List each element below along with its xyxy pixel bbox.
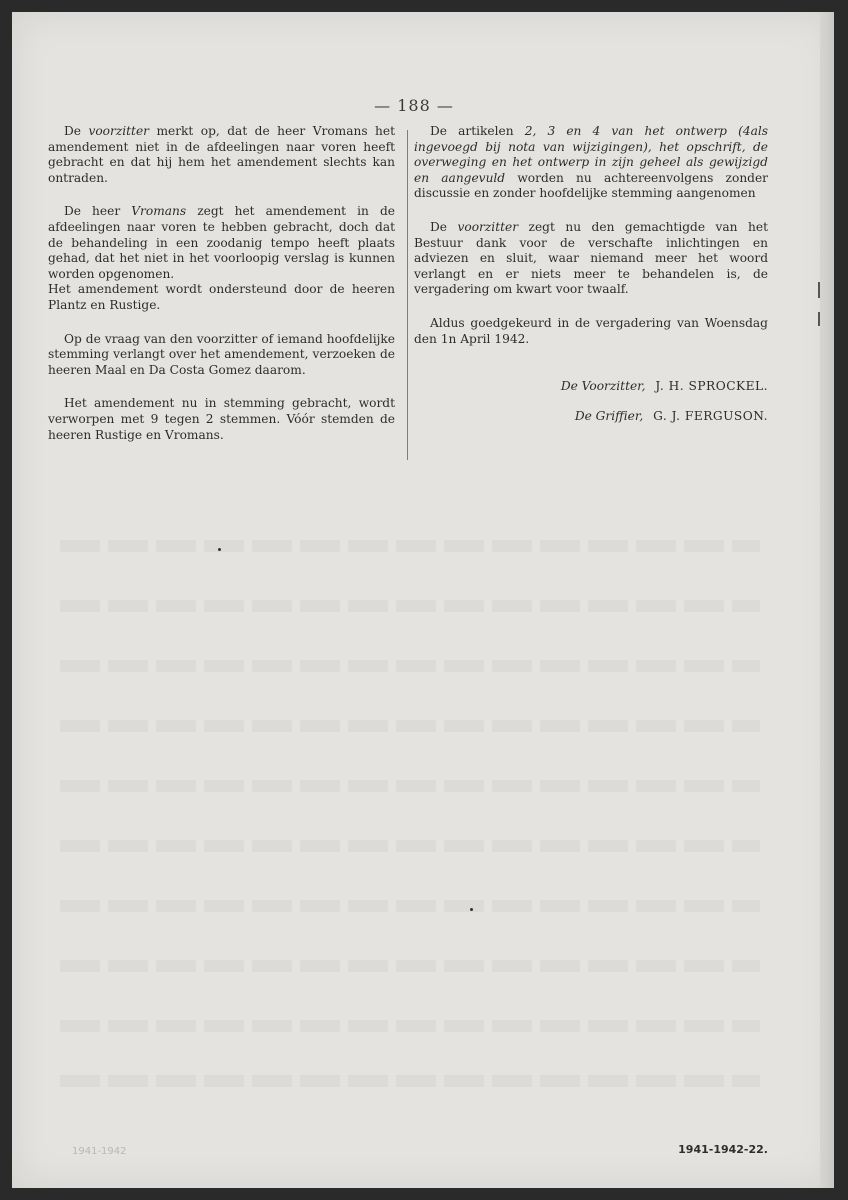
left-column (48, 124, 395, 461)
page-edge (820, 12, 834, 1188)
right-column (414, 124, 768, 434)
column-divider (407, 130, 408, 460)
paragraph: Het amendement nu in stemming gebracht, wordt verworpen met 9 tegen 2 stemmen. Vóór stemden de heeren Rustige en Vromans. (48, 396, 395, 442)
page-number: — 188 — (374, 96, 454, 115)
paragraph: Op de vraag van den voorzitter of iemand hoofdelijke stemming verlangt over het amendement, verzoeken de heeren Maal en Da Costa Gomez daarom. (48, 331, 395, 377)
paragraph: De voorzitter zegt nu den gemachtigde van het Bestuur dank voor de verschafte inlichtingen en adviezen en sluit, waar niemand meer het woord verlangt en er niets meer te behandelen is, de vergadering om kwart voor twaalf. (414, 219, 768, 297)
bleed-through-line (60, 600, 760, 612)
signature-clerk: De Griffier, G. J. FERGUSON. (574, 408, 768, 423)
footer-ghost-text: 1941-1942 (72, 1146, 127, 1157)
bleed-through-line (60, 840, 760, 852)
speck (470, 908, 473, 911)
paragraph: De heer Vromans zegt het amendement in de afdeelingen naar voren te hebben gebracht, doch dat de behandeling in een zoodanig tempo heeft plaats gehad, dat het niet in het voorloopig verslag is kunnen worden opgenomen. (48, 204, 395, 281)
paragraph: Aldus goedgekeurd in de vergadering van Woensdag den 1n April 1942. (414, 315, 768, 346)
bleed-through-line (60, 1020, 760, 1032)
bleed-through-line (60, 960, 760, 972)
bleed-through-line (60, 900, 760, 912)
paragraph: De artikelen 2, 3 en 4 van het ontwerp (4als ingevoegd bij nota van wijzigingen), het opschrift, de overweging en het ontwerp in zijn geheel als gewijzigd en aangevuld worden nu achtereenvolgens zonder discussie en zonder hoofdelijke stemming aangenomen (414, 124, 769, 201)
bleed-through-line (60, 1075, 760, 1087)
signature-chairman: De Voorzitter, J. H. SPROCKEL. (560, 379, 768, 394)
bleed-through-line (60, 780, 760, 792)
bleed-through-line (60, 720, 760, 732)
bleed-through-line (60, 660, 760, 672)
margin-mark (818, 312, 820, 326)
document-code: 1941-1942-22. (678, 1143, 768, 1156)
bleed-through-line (60, 540, 760, 552)
paragraph: Het amendement wordt ondersteund door de heeren Plantz en Rustige. (48, 282, 395, 312)
margin-mark (818, 282, 820, 298)
paragraph: De voorzitter merkt op, dat de heer Vromans het amendement niet in de afdeelingen naar voren heeft gebracht en dat hij hem het amendement slechts kan ontraden. (48, 124, 396, 185)
speck (218, 548, 221, 551)
